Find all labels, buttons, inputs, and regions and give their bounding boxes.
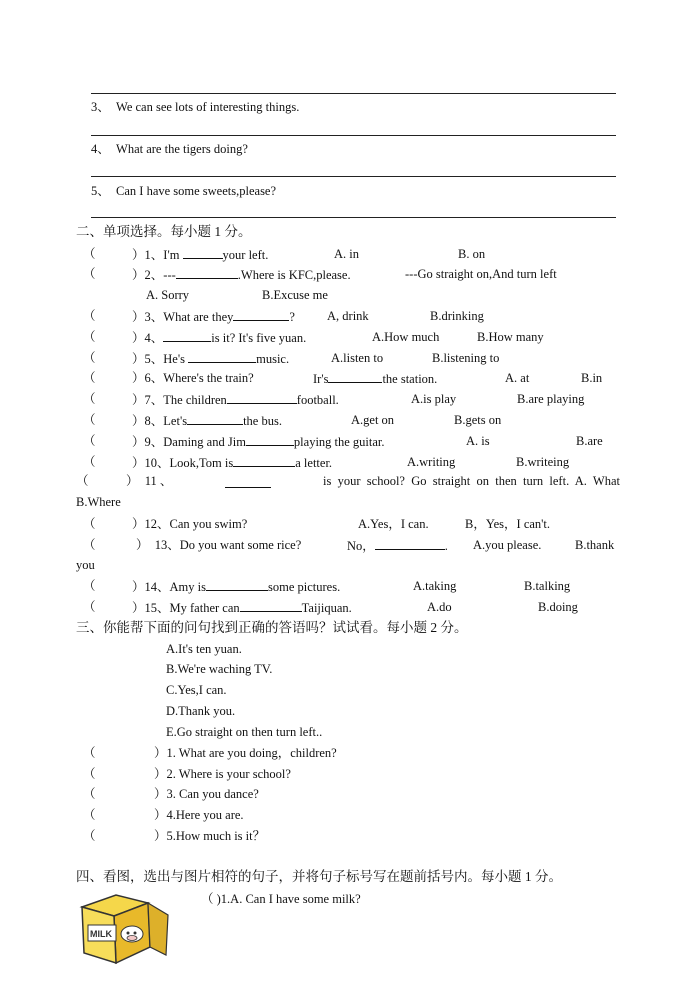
match-question: ）5.How much is it？ — [154, 829, 266, 843]
question-row: ）14、Amy is some pictures. — [132, 580, 341, 594]
option-b: B.talking — [524, 579, 571, 593]
option-b: B.are — [576, 434, 603, 448]
answer-paren[interactable]: （ — [83, 247, 96, 261]
answer-paren[interactable]: （ — [83, 371, 96, 385]
question-row: ）12、Can you swim? — [132, 517, 248, 531]
option-b: B.in — [581, 371, 603, 385]
option-a: A.How much — [372, 330, 440, 344]
answer-option: D.Thank you. — [166, 704, 236, 718]
fill-blank[interactable] — [246, 433, 294, 446]
answer-paren[interactable]: （ — [83, 829, 96, 843]
fill-blank[interactable] — [328, 370, 382, 383]
question-wrap: you — [76, 558, 95, 572]
question-row: ）9、Daming and Jim playing the guitar. — [132, 435, 385, 449]
answer-paren[interactable]: （ — [83, 517, 96, 531]
match-question: ）1. What are you doing，children? — [154, 746, 337, 760]
option-a: A, drink — [327, 309, 369, 323]
question-row: ）1、I'm your left. — [132, 248, 269, 262]
question-reply: Ir's the station. — [313, 372, 438, 386]
answer-option: A.It's ten yuan. — [166, 642, 242, 656]
answer-paren[interactable]: （ — [83, 808, 96, 822]
option-a: A.writing — [407, 455, 456, 469]
fill-blank[interactable] — [233, 454, 295, 467]
answer-paren[interactable]: （ — [83, 434, 96, 448]
fill-blank[interactable] — [227, 391, 297, 404]
question-row: ）8、Let's the bus. — [132, 414, 282, 428]
option-b: B.are playing — [517, 392, 585, 406]
answer-line-4[interactable] — [91, 176, 616, 177]
answer-option: E.Go straight on then turn left.. — [166, 725, 323, 739]
option-b: B.thank — [575, 538, 615, 552]
answer-line-5[interactable] — [91, 217, 616, 218]
fill-blank[interactable] — [163, 329, 211, 342]
option-a: A.do — [427, 600, 452, 614]
option-a: A. is — [466, 434, 490, 448]
fill-blank[interactable] — [233, 308, 289, 321]
part1-item-5: 5、 Can I have some sweets,please? — [91, 184, 277, 198]
question-row: ）3、What are they ? — [132, 310, 295, 324]
option-a: A.listen to — [331, 351, 384, 365]
answer-paren[interactable]: （ — [83, 455, 96, 469]
match-question: ）4.Here you are. — [154, 808, 244, 822]
part1-item-3: 3、 We can see lots of interesting things. — [91, 100, 300, 114]
part1-item-4: 4、 What are the tigers doing? — [91, 142, 248, 156]
question-row: ）2、--- .Where is KFC,please. — [132, 268, 351, 282]
fill-blank[interactable] — [240, 599, 302, 612]
fill-blank[interactable] — [225, 475, 271, 488]
answer-paren[interactable]: （ — [83, 787, 96, 801]
option-a: A.you please. — [473, 538, 542, 552]
answer-paren[interactable]: （ — [83, 392, 96, 406]
picture-question-1: （ )1.A. Can I have some milk? — [201, 892, 361, 906]
answer-line-3[interactable] — [91, 135, 616, 136]
option-b: B.listening to — [432, 351, 500, 365]
fill-blank[interactable] — [183, 246, 223, 259]
option-b: B.Excuse me — [262, 288, 328, 302]
section-title-4: 四、看图，选出与图片相符的句子，并将句子标号写在题前括号内。每小题 1 分。 — [76, 869, 562, 884]
option-b: B.doing — [538, 600, 578, 614]
answer-paren[interactable]: （ — [83, 579, 96, 593]
option-b: B.gets on — [454, 413, 502, 427]
fill-blank[interactable] — [188, 350, 256, 363]
answer-paren[interactable]: （ — [83, 351, 96, 365]
question-row: ）7、The children football. — [132, 393, 339, 407]
question-row-11: （ ） 11 、 is your school? Go straight on then turn left. A. What B.Where — [76, 474, 620, 509]
option-a: A.taking — [413, 579, 457, 593]
question-reply: No， . — [347, 539, 448, 553]
milk-carton-icon — [76, 889, 174, 969]
answer-paren[interactable]: （ — [83, 413, 96, 427]
answer-paren[interactable]: （ — [83, 309, 96, 323]
fill-blank[interactable] — [176, 266, 238, 279]
option-b: B.How many — [477, 330, 544, 344]
option-b: B，Yes，I can't. — [465, 517, 551, 531]
option-b: B.writeing — [516, 455, 570, 469]
answer-paren[interactable]: （ — [83, 767, 96, 781]
answer-paren[interactable]: （ — [83, 746, 96, 760]
option-a: A. in — [334, 247, 359, 261]
answer-paren[interactable]: （ — [83, 330, 96, 344]
question-row: ） 13、Do you want some rice? — [136, 538, 302, 552]
option-a: A. at — [505, 371, 530, 385]
milk-carton-image — [76, 889, 174, 969]
answer-paren[interactable]: （ — [83, 538, 96, 552]
answer-paren[interactable]: （ — [83, 267, 96, 281]
option-b: B.drinking — [430, 309, 484, 323]
option-a: A. Sorry — [146, 288, 190, 302]
question-row: ）10、Look,Tom is a letter. — [132, 456, 333, 470]
option-a: A.Yes，I can. — [358, 517, 429, 531]
question-row: ）15、My father can Taijiquan. — [132, 601, 352, 615]
option-a: A.is play — [411, 392, 457, 406]
section-title-2: 二、单项选择。每小题 1 分。 — [76, 224, 252, 239]
fill-blank[interactable] — [375, 537, 445, 550]
question-row: ）5、He's music. — [132, 352, 290, 366]
question-reply: ---Go straight on,And turn left — [405, 267, 557, 281]
answer-option: B.We're waching TV. — [166, 662, 273, 676]
fill-blank[interactable] — [206, 578, 268, 591]
milk-label: MILK — [90, 929, 112, 939]
fill-blank[interactable] — [187, 412, 243, 425]
answer-line-2[interactable] — [91, 93, 616, 94]
match-question: ）3. Can you dance? — [154, 787, 259, 801]
question-row: ）4、 is it? It's five yuan. — [132, 331, 307, 345]
answer-option: C.Yes,I can. — [166, 683, 227, 697]
match-question: ）2. Where is your school? — [154, 767, 291, 781]
answer-paren[interactable]: （ — [83, 600, 96, 614]
option-b: B. on — [458, 247, 486, 261]
section-title-3: 三、你能帮下面的问句找到正确的答语吗？试试看。每小题 2 分。 — [76, 620, 468, 635]
question-row: ）6、Where's the train? — [132, 371, 254, 385]
option-a: A.get on — [351, 413, 395, 427]
